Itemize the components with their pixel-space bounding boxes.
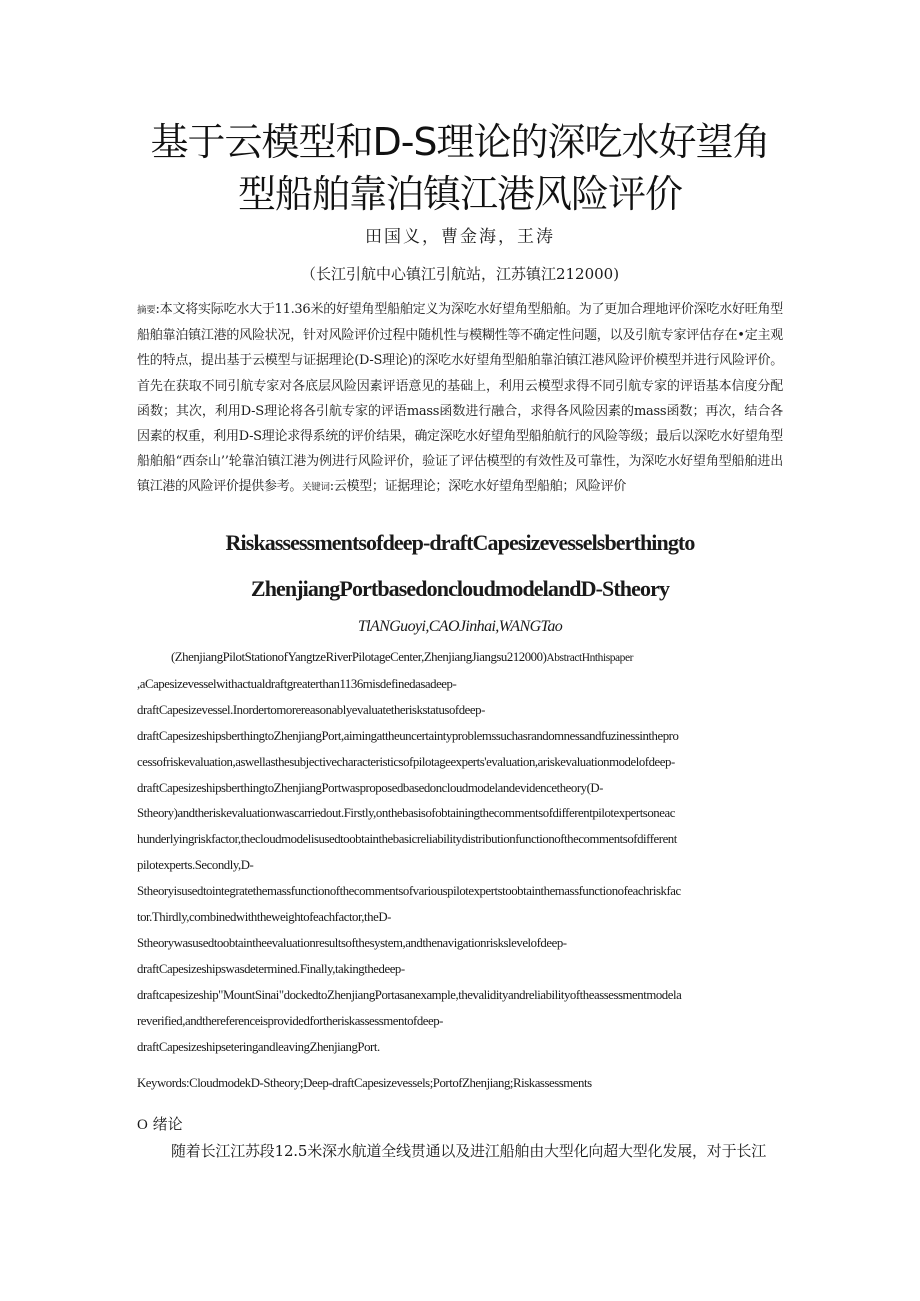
chinese-affiliation: （长江引航中心镇江引航站，江苏镇江212000) — [300, 265, 620, 283]
english-abstract-line: tor.Thirdly,combinedwiththeweightofeachfactor,theD- — [137, 910, 391, 925]
english-abstract-line: cessofriskevaluation,aswellasthesubjectivecharacteristicsofpilotageexperts'evaluation,ariskevaluationmodelofdeep- — [137, 754, 675, 769]
english-keywords: Keywords:CloudmodekD-Stheory;Deep-draftCapesizevessels;PortofZhenjiang;Riskassessments — [137, 1076, 592, 1090]
english-abstract-line: draftcapesizeship"MountSinai"dockedtoZhenjiangPortasanexample,thevalidityandreliabilityoftheassessmentmodela — [137, 987, 682, 1002]
english-abstract — [137, 645, 787, 1061]
english-abstract-line: Stheorywasusedtoobtaintheevaluationresultsofthesystem,andthenavigationriskslevelofdeep- — [137, 935, 567, 950]
english-abstract-line: draftCapesizeshipseteringandleavingZhenjiangPort. — [137, 1039, 380, 1054]
keywords-label: 关键词 — [302, 482, 330, 494]
english-abstract-line: draftCapesizeshipsberthingtoZhenjiangPortwasproposedbasedoncloudmodelandevidencetheory(D- — [137, 780, 603, 795]
english-abstract-line: draftCapesizevessel.Inordertomorereasonablyevaluatetheriskstatusofdeep- — [137, 702, 485, 717]
chinese-title-line-1: 基于云模型和D-S理论的深吃水好望角 — [150, 120, 770, 164]
english-title-line-2: ZhenjiangPortbasedoncloudmodelandD-Stheory — [250, 576, 670, 601]
english-abstract-line: Stheory)andtheriskevaluationwascarriedout.Firstly,onthebasisofobtainingthecommentsofdifferentpilotexpertsoneac — [137, 806, 675, 821]
english-title-line-1: Riskassessmentsofdeep-draftCapesizevesselsberthingto — [225, 530, 695, 555]
chinese-title-line-2: 型船舶靠泊镇江港风险评价 — [237, 172, 682, 216]
section-title: 绪论 — [152, 1115, 183, 1133]
english-abstract-line: draftCapesizeshipswasdetermined.Finally,takingthedeep- — [137, 961, 405, 976]
chinese-authors: 田国义，曹金海，王涛 — [365, 227, 555, 247]
abstract-label: 摘要 — [137, 305, 156, 316]
chinese-keywords: :云模型；证据理论；深吃水好望角型船舶；风险评价 — [329, 479, 626, 495]
chinese-abstract — [137, 297, 783, 501]
english-abstract-line: pilotexperts.Secondly,D- — [137, 858, 254, 873]
english-abstract-line: ,aCapesizevesselwithactualdraftgreaterthan1136misdefinedasadeep- — [137, 676, 457, 691]
english-authors: TlANGuoyi,CAOJinhai,WANGTao — [357, 618, 563, 635]
section-heading — [137, 1113, 183, 1134]
english-abstract-line: Stheoryisusedtointegratethemassfunctionofthecommentsofvariouspilotexpertstoobtainthemassfunctionofeachriskfac — [137, 884, 681, 899]
english-abstract-label: AbstractHnthispaper — [546, 652, 634, 664]
english-abstract-lead-line — [171, 645, 791, 672]
section-number: O — [137, 1117, 148, 1133]
body-paragraph: 随着长江江苏段12.5米深水航道全线贯通以及进江船舶由大型化向超大型化发展，对于长江 — [171, 1142, 767, 1160]
english-abstract-line: hunderlyingriskfactor,thecloudmodelisusedtoobtainthebasicreliabilitydistributionfunctionofthecommentsofdifferent — [137, 832, 677, 847]
english-abstract-line: draftCapesizeshipsberthingtoZhenjiangPort,aimingattheuncertaintyproblemssuchasrandomnessandfuzinessinthepro — [137, 728, 679, 743]
english-affiliation: (ZhenjiangPilotStationofYangtzeRiverPilotageCenter,ZhenjiangJiangsu212000) — [171, 650, 547, 664]
chinese-abstract-text: :本文将实际吃水大于11.36米的好望角型船舶定义为深吃水好望角型船舶。为了更加合理地评价深吃水好旺角型船舶靠泊镇江港的风险状况，针对风险评价过程中随机性与模糊性等不确定性问题，以及引航专家评估存在•定主观性的特点，提出基于云模型与证据理论(D-S理论)的深吃水好望角型船舶靠泊镇江港风险评价模型并进行风险评价。首先在获取不同引航专家对各底层风险因素评语意见的基础上，利用云模型求得不同引航专家的评语基本信度分配函数；其次，利用D-S理论将各引航专家的评语mass函数进行融合，求得各风险因素的mass函数；再次，结合各因素的权重，利用D-S理论求得系统的评价结果，确定深吃水好望角型船舶航行的风险等级；最后以深吃水好望角型船舶船“西奈山’’轮靠泊镇江港为例进行风险评价，验证了评估模型的有效性及可靠性，为深吃水好望角型船舶进出镇江港的风险评价提供参考。 — [137, 302, 783, 495]
english-abstract-line: reverified,andthereferenceisprovidedfortheriskassessmentofdeep- — [137, 1013, 443, 1028]
